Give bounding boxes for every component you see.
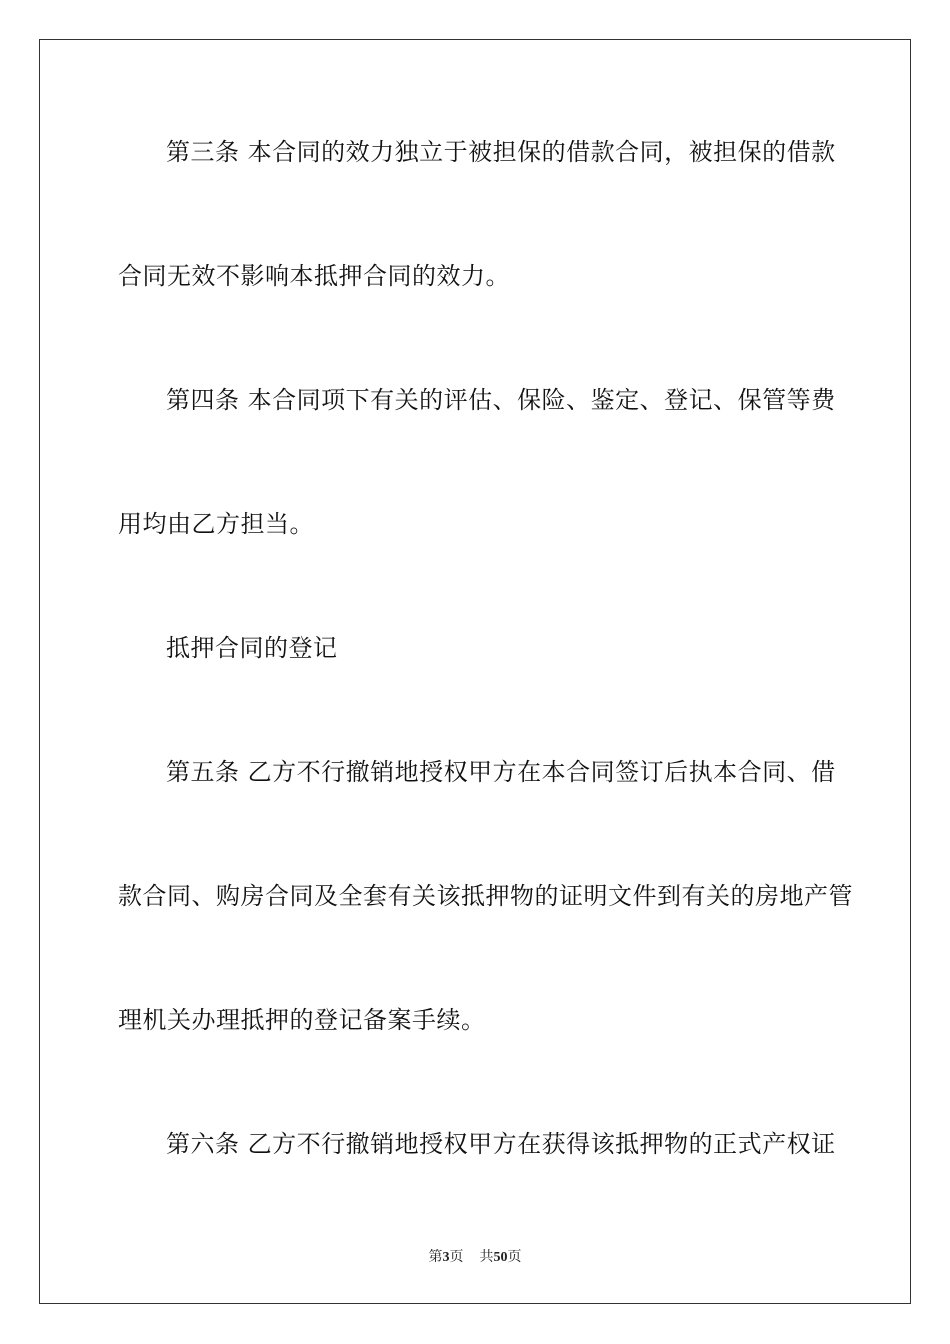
paragraph-line: 第五条 乙方不行撤销地授权甲方在本合同签订后执本合同、借 <box>166 758 836 786</box>
section-heading: 抵押合同的登记 <box>166 634 338 662</box>
paragraph-line: 第六条 乙方不行撤销地授权甲方在获得该抵押物的正式产权证 <box>166 1130 836 1158</box>
paragraph-line: 款合同、购房合同及全套有关该抵押物的证明文件到有关的房地产管 <box>118 882 853 910</box>
page-number: 3 <box>442 1250 450 1265</box>
paragraph-line: 用均由乙方担当。 <box>118 510 314 538</box>
paragraph-line: 第三条 本合同的效力独立于被担保的借款合同，被担保的借款 <box>166 138 836 166</box>
total-pages: 50 <box>493 1250 508 1265</box>
paragraph-line: 第四条 本合同项下有关的评估、保险、鉴定、登记、保管等费 <box>166 386 836 414</box>
page-footer <box>0 1248 950 1267</box>
total-suffix: 页 <box>507 1249 522 1265</box>
paragraph-line: 理机关办理抵押的登记备案手续。 <box>118 1006 486 1034</box>
paragraph-line: 合同无效不影响本抵押合同的效力。 <box>118 262 510 290</box>
page-prefix: 第 <box>428 1249 443 1265</box>
page-border <box>39 39 911 1304</box>
page-suffix: 页 <box>449 1249 464 1265</box>
total-prefix: 共 <box>479 1249 494 1265</box>
